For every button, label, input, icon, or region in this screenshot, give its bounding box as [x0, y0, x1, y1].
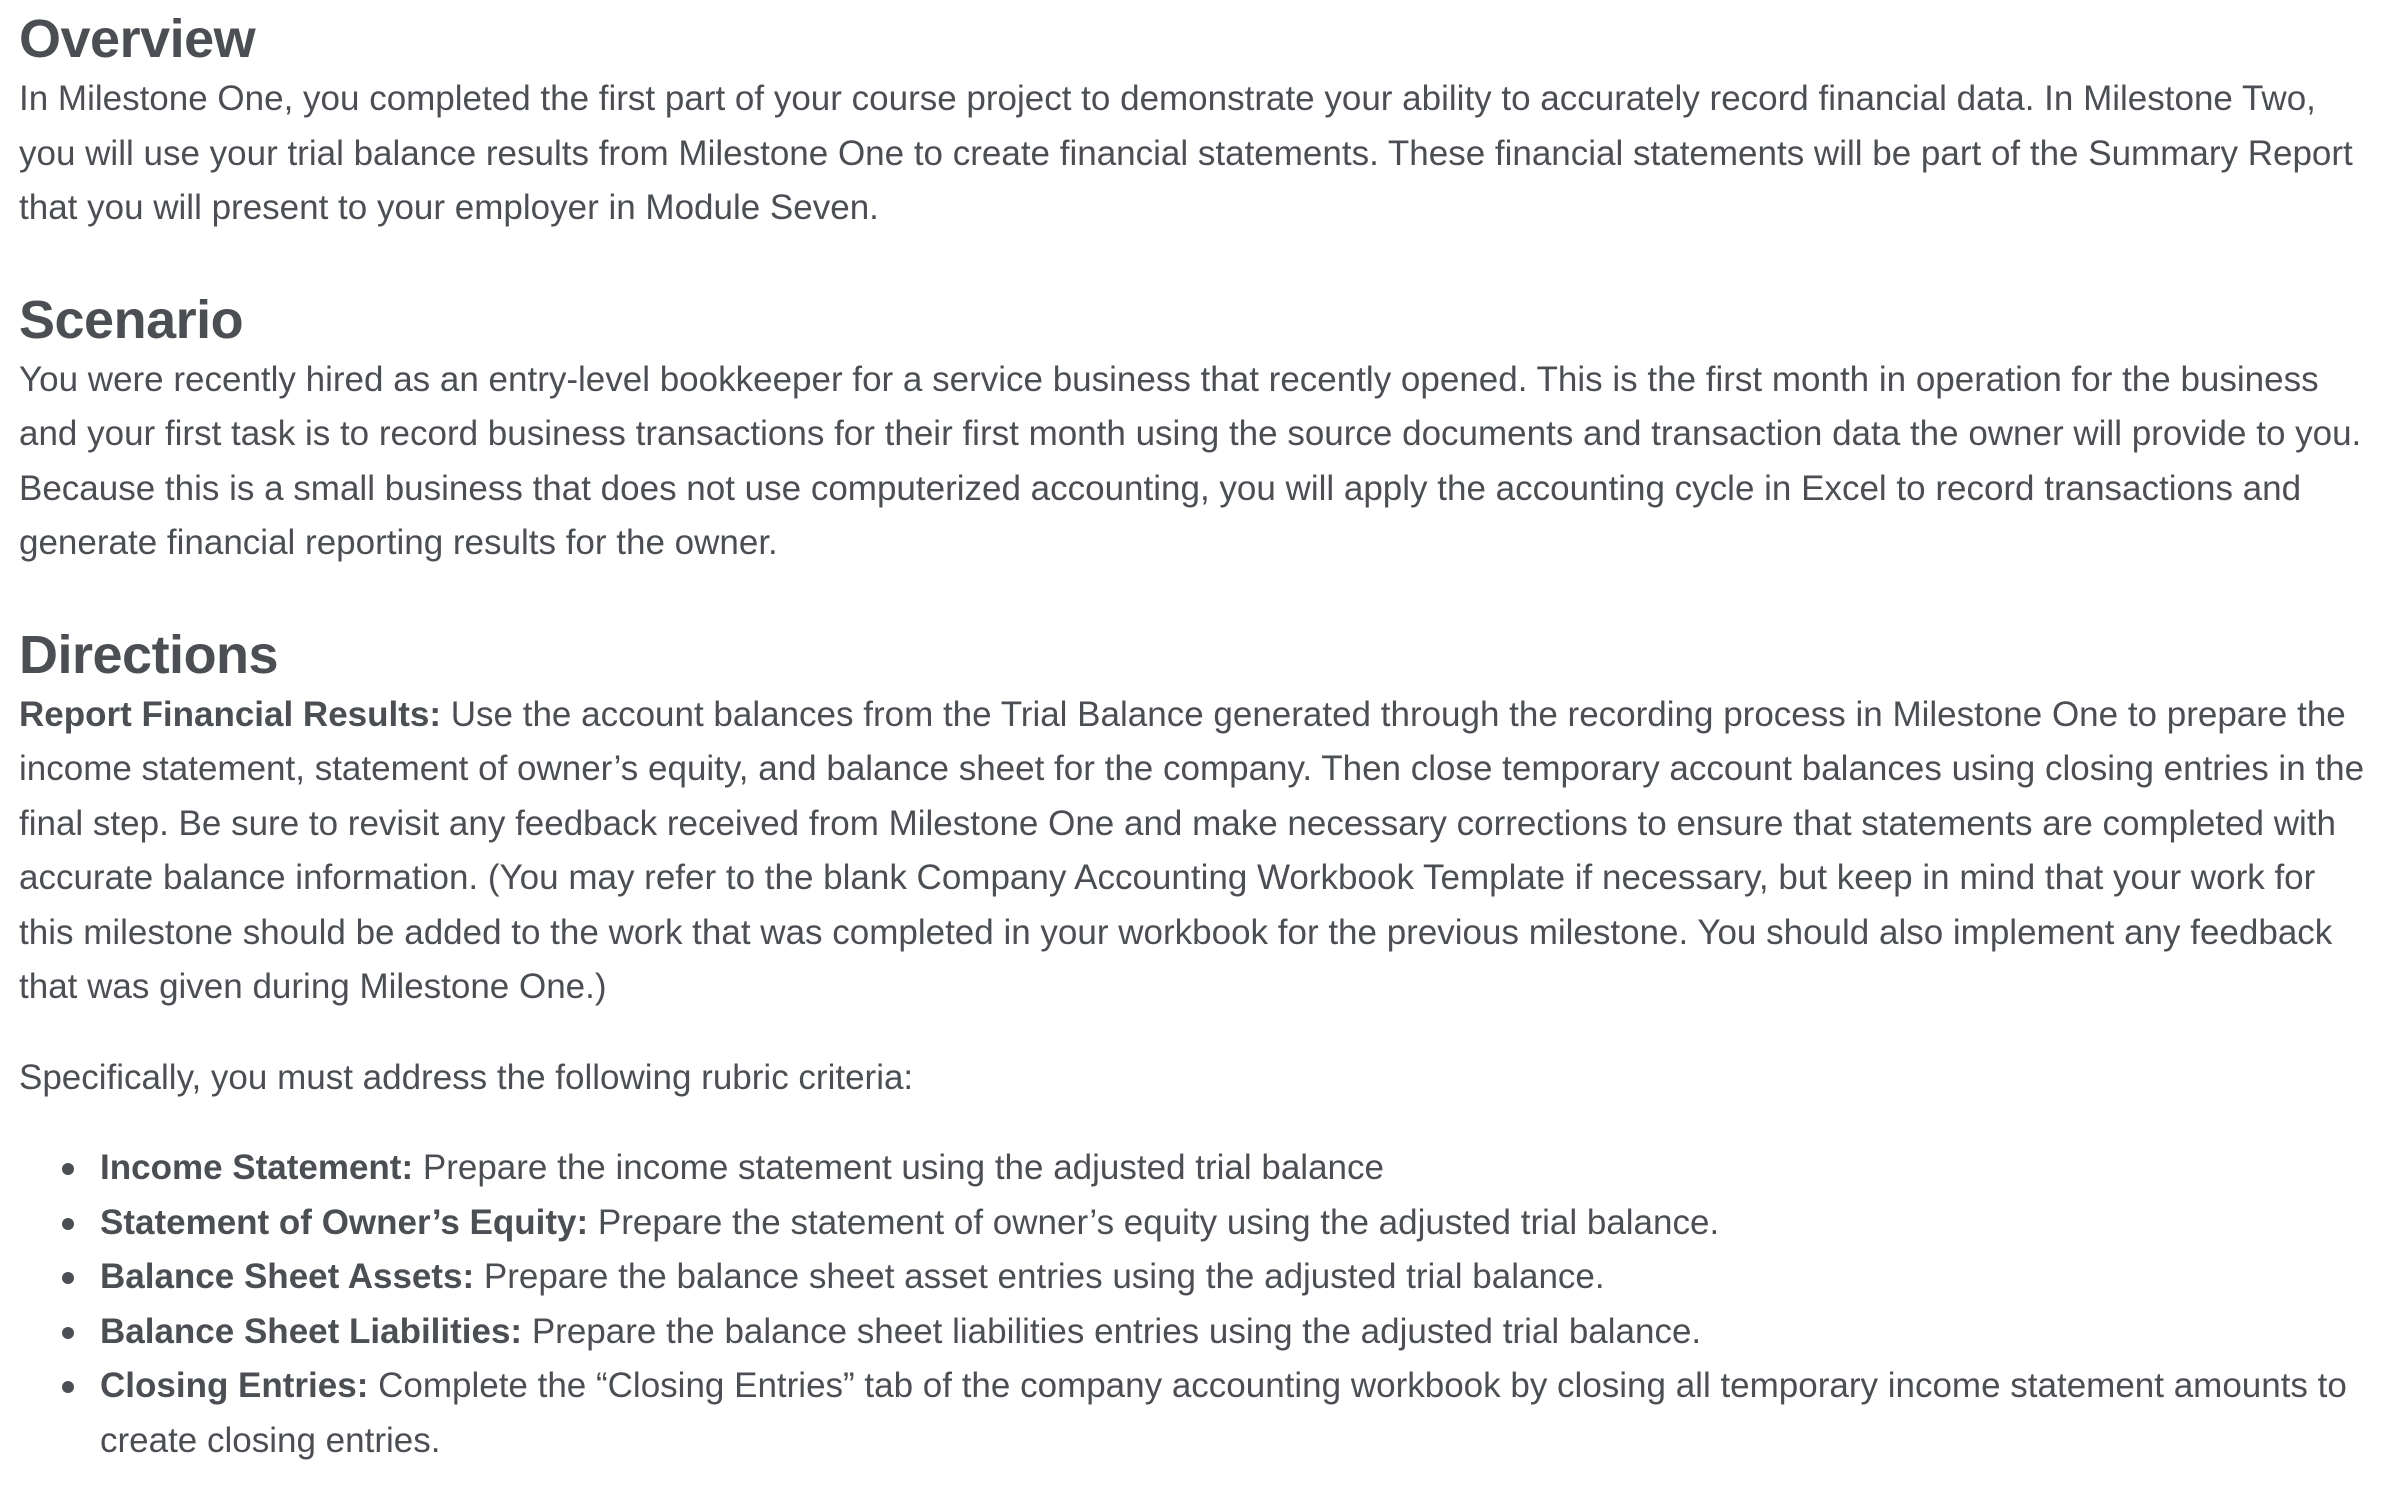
criterion-text: Prepare the balance sheet asset entries using the adjusted trial balance.	[474, 1257, 1605, 1296]
directions-section	[19, 622, 2367, 1469]
scenario-body: You were recently hired as an entry-level bookkeeper for a service business that recently opened. This is the first month in operation for the business and your first task is to record business transactions for their first month using the source documents and transaction data the owner will provide to you. Because this is a small business that does not use computerized accounting, you will apply the accounting cycle in Excel to record transactions and generate financial reporting results for the owner.	[19, 359, 2362, 562]
criterion-closing-entries	[100, 1359, 2367, 1468]
report-financial-results-text: Use the account balances from the Trial Balance generated through the recording process in Milestone One to prepare the income statement, statement of owner’s equity, and balance sheet for the company. Then close temporary account balances using closing entries in the final step. Be sure to revisit any feedback received from Milestone One and make necessary corrections to ensure that statements are completed with accurate balance information. (You may refer to the blank Company Accounting Workbook Template if necessary, but keep in mind that your work for this milestone should be added to the work that was completed in your workbook for the previous milestone. You should also implement any feedback that was given during Milestone One.)	[19, 694, 2365, 1006]
scenario-heading: Scenario	[19, 289, 244, 350]
criterion-balance-sheet-assets	[100, 1250, 2367, 1305]
report-financial-results-label: Report Financial Results:	[19, 694, 442, 734]
report-financial-results-paragraph	[19, 688, 2367, 1015]
overview-heading: Overview	[19, 9, 256, 69]
criterion-label: Closing Entries:	[100, 1366, 369, 1405]
criterion-label: Balance Sheet Assets:	[100, 1257, 475, 1296]
criterion-balance-sheet-liabilities	[100, 1305, 2367, 1360]
criterion-income-statement	[100, 1141, 2367, 1196]
rubric-intro: Specifically, you must address the following rubric criteria:	[19, 1057, 914, 1097]
criterion-owners-equity	[100, 1196, 2367, 1251]
criterion-text: Prepare the income statement using the adjusted trial balance	[413, 1148, 1384, 1187]
criterion-text: Complete the “Closing Entries” tab of the company accounting workbook by closing all temporary income statement amounts to create closing entries.	[100, 1366, 2347, 1460]
criterion-label: Balance Sheet Liabilities:	[100, 1311, 523, 1351]
directions-heading: Directions	[19, 624, 279, 685]
scenario-section	[19, 287, 2367, 571]
rubric-criteria-list	[19, 1141, 2367, 1468]
criterion-label: Statement of Owner’s Equity:	[100, 1202, 589, 1242]
criterion-text: Prepare the statement of owner’s equity using the adjusted trial balance.	[588, 1202, 1720, 1242]
criterion-text: Prepare the balance sheet liabilities entries using the adjusted trial balance.	[522, 1311, 1702, 1351]
overview-body: In Milestone One, you completed the first part of your course project to demonstrate your ability to accurately record financial data. In Milestone Two, you will use your trial balance results from Milestone One to create financial statements. These financial statements will be part of the Summary Report that you will present to your employer in Module Seven.	[19, 79, 2353, 227]
overview-section	[19, 0, 2367, 236]
criterion-label: Income Statement:	[100, 1148, 414, 1187]
